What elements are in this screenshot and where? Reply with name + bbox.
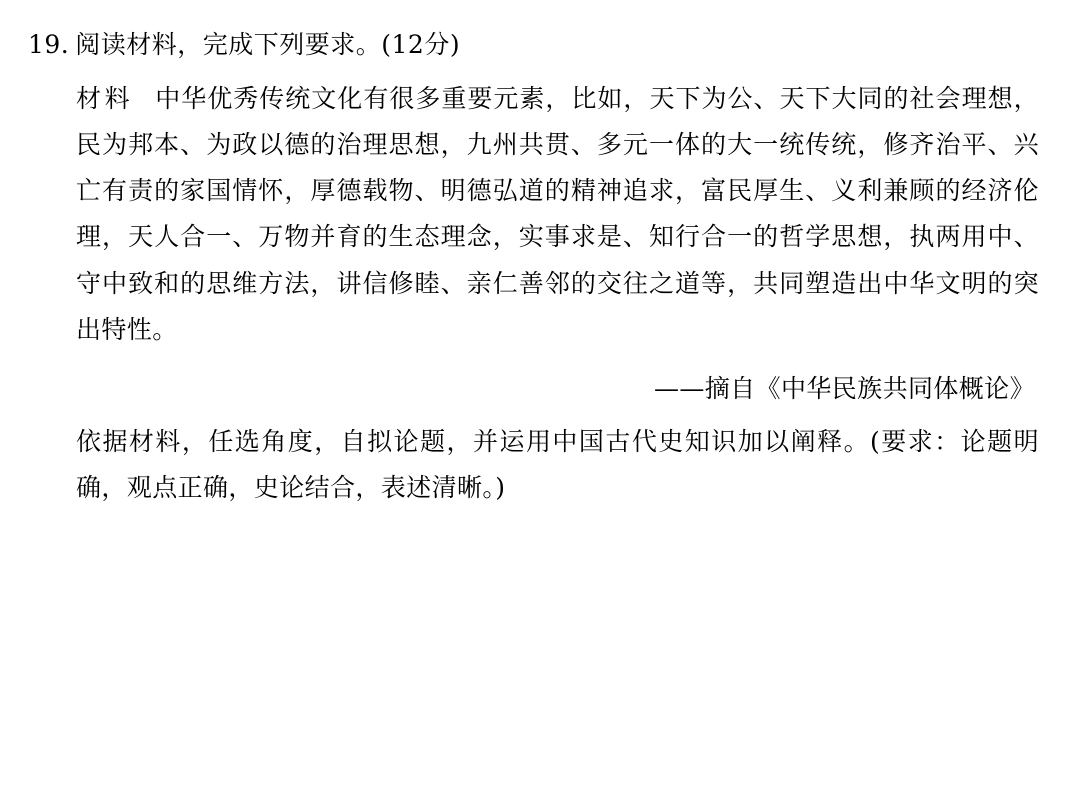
material-source: ——摘自《中华民族共同体概论》	[653, 374, 1035, 403]
material-paragraph	[76, 76, 1039, 354]
question-number: 19.	[28, 30, 70, 59]
material-label: 材料	[76, 83, 134, 113]
material-body: 中华优秀传统文化有很多重要元素，比如，天下为公、天下大同的社会理想，民为邦本、为政以德的治理思想，九州共贯、多元一体的大一统传统，修齐治平、兴亡有责的家国情怀，厚德载物、明德弘道的精神追求，富民厚生、义利兼顾的经济伦理，天人合一、万物并育的生态理念，实事求是、知行合一的哲学思想，执两用中、守中致和的思维方法，讲信修睦、亲仁善邻的交往之道等，共同塑造出中华文明的突出特性。	[76, 83, 1039, 344]
question-heading	[28, 26, 1045, 64]
question-requirement: 依据材料，任选角度，自拟论题，并运用中国古代史知识加以阐释。(要求：论题明确，观点正确，史论结合，表述清晰。)	[76, 427, 1039, 503]
question-stem: 阅读材料，完成下列要求。(12分)	[75, 30, 461, 59]
material-block	[28, 76, 1045, 512]
